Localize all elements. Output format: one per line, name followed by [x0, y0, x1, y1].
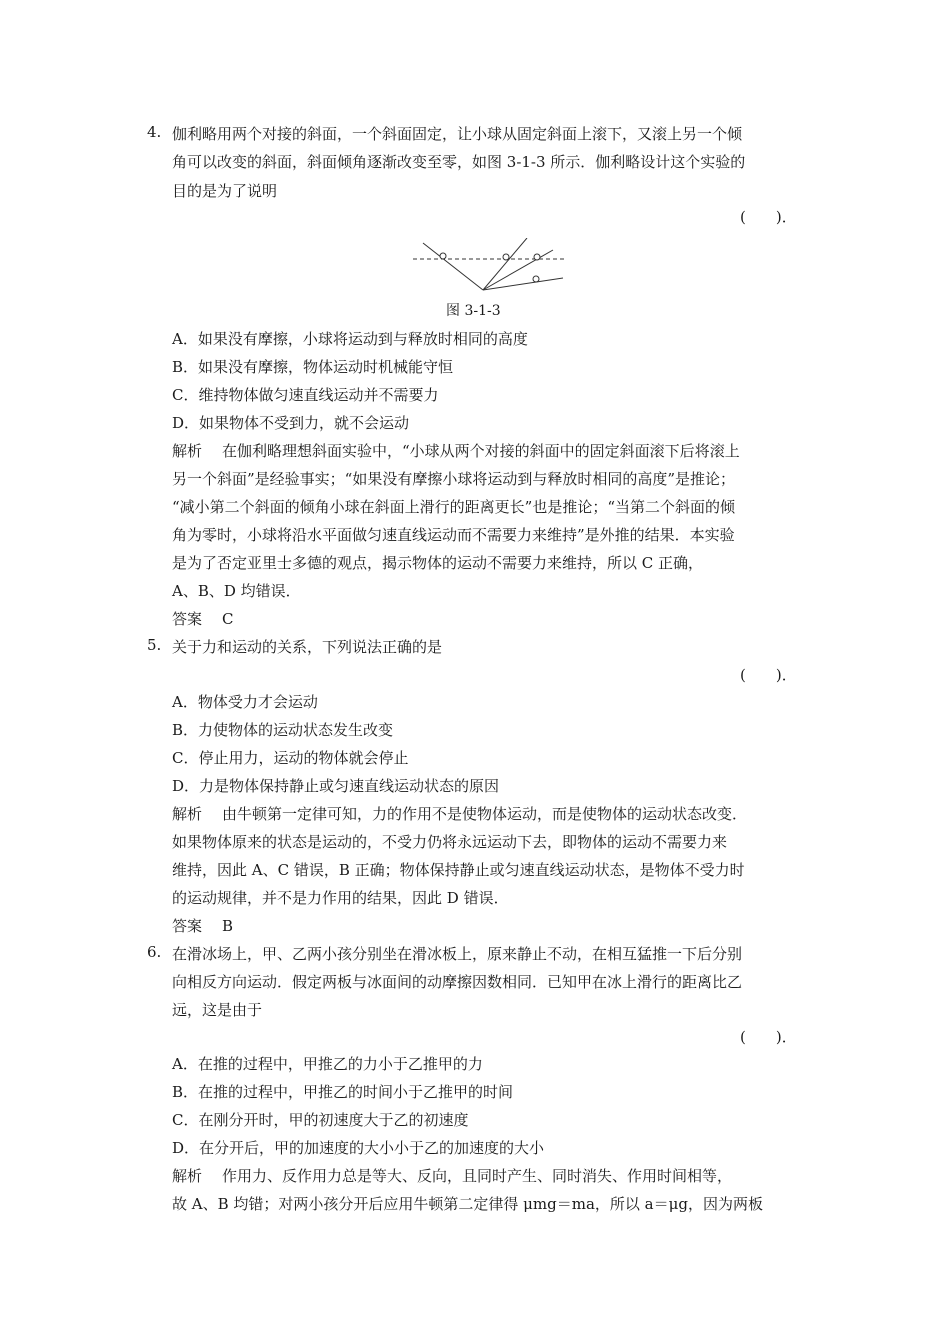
question-4-analysis-line-5: 是为了否定亚里士多德的观点，揭示物体的运动不需要力来维持，所以 C 正确， [172, 554, 704, 572]
incline-diagram [405, 238, 575, 296]
question-4-stem-line-2: 角可以改变的斜面，斜面倾角逐渐改变至零，如图 3-1-3 所示．伽利略设计这个实验的 [172, 153, 746, 171]
figure-caption: 图 3-1-3 [446, 303, 501, 319]
answer-label: 答案 [172, 917, 203, 935]
question-4-analysis-line-1 [172, 440, 740, 461]
question-6-analysis-line-1 [172, 1165, 732, 1186]
answer-label: 答案 [172, 610, 203, 628]
question-6-stem-line-3: 远，这是由于 [172, 1001, 263, 1019]
question-4-option-c: C．维持物体做匀速直线运动并不需要力 [172, 386, 439, 404]
question-4-answer-paren: ( )． [740, 208, 797, 226]
question-6-option-a: A．在推的过程中，甲推乙的力小于乙推甲的力 [172, 1055, 483, 1073]
question-4-option-b: B．如果没有摩擦，物体运动时机械能守恒 [172, 358, 454, 376]
steep-incline [483, 238, 527, 290]
question-4-analysis-line-4: 角为零时，小球将沿水平面做匀速直线运动而不需要力来维持”是外推的结果．本实验 [172, 526, 735, 544]
question-4-analysis-line-6: A、B、D 均错误． [172, 582, 301, 600]
analysis-text: 由牛顿第一定律可知，力的作用不是使物体运动，而是使物体的运动状态改变． [222, 805, 748, 823]
ball-on-steep-incline [503, 254, 509, 260]
answer-value: B [222, 917, 234, 935]
question-5-analysis-line-1 [172, 803, 747, 824]
question-4-analysis-line-2: 另一个斜面”是经验事实；“如果没有摩擦小球将运动到与释放时相同的高度”是推论； [172, 470, 736, 488]
analysis-label: 解析 [172, 442, 203, 460]
question-5-analysis-line-3: 维持，因此 A、C 错误，B 正确；物体保持静止或匀速直线运动状态，是物体不受力时 [172, 861, 745, 879]
ball-on-medium-incline [534, 254, 540, 260]
question-6-stem-line-2: 向相反方向运动．假定两板与冰面间的动摩擦因数相同．已知甲在冰上滑行的距离比乙 [172, 973, 743, 991]
question-4-stem-line-1: 伽利略用两个对接的斜面，一个斜面固定，让小球从固定斜面上滚下，又滚上另一个倾 [172, 125, 743, 143]
question-5-number: 5. [147, 636, 162, 654]
question-6-number: 6. [147, 943, 162, 961]
question-5-option-d: D．力是物体保持静止或匀速直线运动状态的原因 [172, 777, 500, 795]
fixed-incline [423, 243, 483, 290]
ball-on-shallow-incline [533, 276, 539, 282]
question-5-analysis-line-4: 的运动规律，并不是力作用的结果，因此 D 错误． [172, 889, 509, 907]
question-4-analysis-line-3: “减小第二个斜面的倾角小球在斜面上滑行的距离更长”也是推论；“当第二个斜面的倾 [172, 498, 736, 516]
question-5-option-b: B．力使物体的运动状态发生改变 [172, 721, 394, 739]
question-5-answer [172, 915, 233, 936]
analysis-label: 解析 [172, 805, 203, 823]
question-4-option-d: D．如果物体不受到力，就不会运动 [172, 414, 410, 432]
question-5-analysis-line-2: 如果物体原来的状态是运动的，不受力仍将永远运动下去，即物体的运动不需要力来 [172, 833, 728, 851]
question-6-answer-paren: ( )． [740, 1028, 797, 1046]
analysis-label: 解析 [172, 1167, 203, 1185]
question-6-stem-line-1: 在滑冰场上，甲、乙两小孩分别坐在滑冰板上，原来静止不动，在相互猛推一下后分别 [172, 945, 743, 963]
question-6-option-d: D．在分开后，甲的加速度的大小小于乙的加速度的大小 [172, 1139, 545, 1157]
question-5-option-c: C．停止用力，运动的物体就会停止 [172, 749, 409, 767]
question-6-option-b: B．在推的过程中，甲推乙的时间小于乙推甲的时间 [172, 1083, 514, 1101]
medium-incline [483, 250, 553, 290]
question-5-option-a: A．物体受力才会运动 [172, 693, 318, 711]
question-5-answer-paren: ( )． [740, 666, 797, 684]
analysis-text: 作用力、反作用力总是等大、反向，且同时产生、同时消失、作用时间相等， [222, 1167, 733, 1185]
answer-value: C [222, 610, 234, 628]
question-6-analysis-line-2: 故 A、B 均错；对两小孩分开后应用牛顿第二定律得 μmg＝ma，所以 a＝μg，因为两板 [172, 1195, 763, 1213]
question-4-answer [172, 608, 234, 629]
question-4-number: 4. [147, 123, 162, 141]
analysis-text: 在伽利略理想斜面实验中，“小球从两个对接的斜面中的固定斜面滚下后将滚上 [222, 442, 740, 460]
question-6-option-c: C．在刚分开时，甲的初速度大于乙的初速度 [172, 1111, 469, 1129]
question-4-stem-line-3: 目的是为了说明 [172, 182, 278, 200]
ball-on-fixed-incline [440, 253, 446, 259]
question-4-option-a: A．如果没有摩擦，小球将运动到与释放时相同的高度 [172, 330, 528, 348]
shallow-incline [483, 278, 563, 290]
question-5-stem-line-1: 关于力和运动的关系，下列说法正确的是 [172, 638, 443, 656]
